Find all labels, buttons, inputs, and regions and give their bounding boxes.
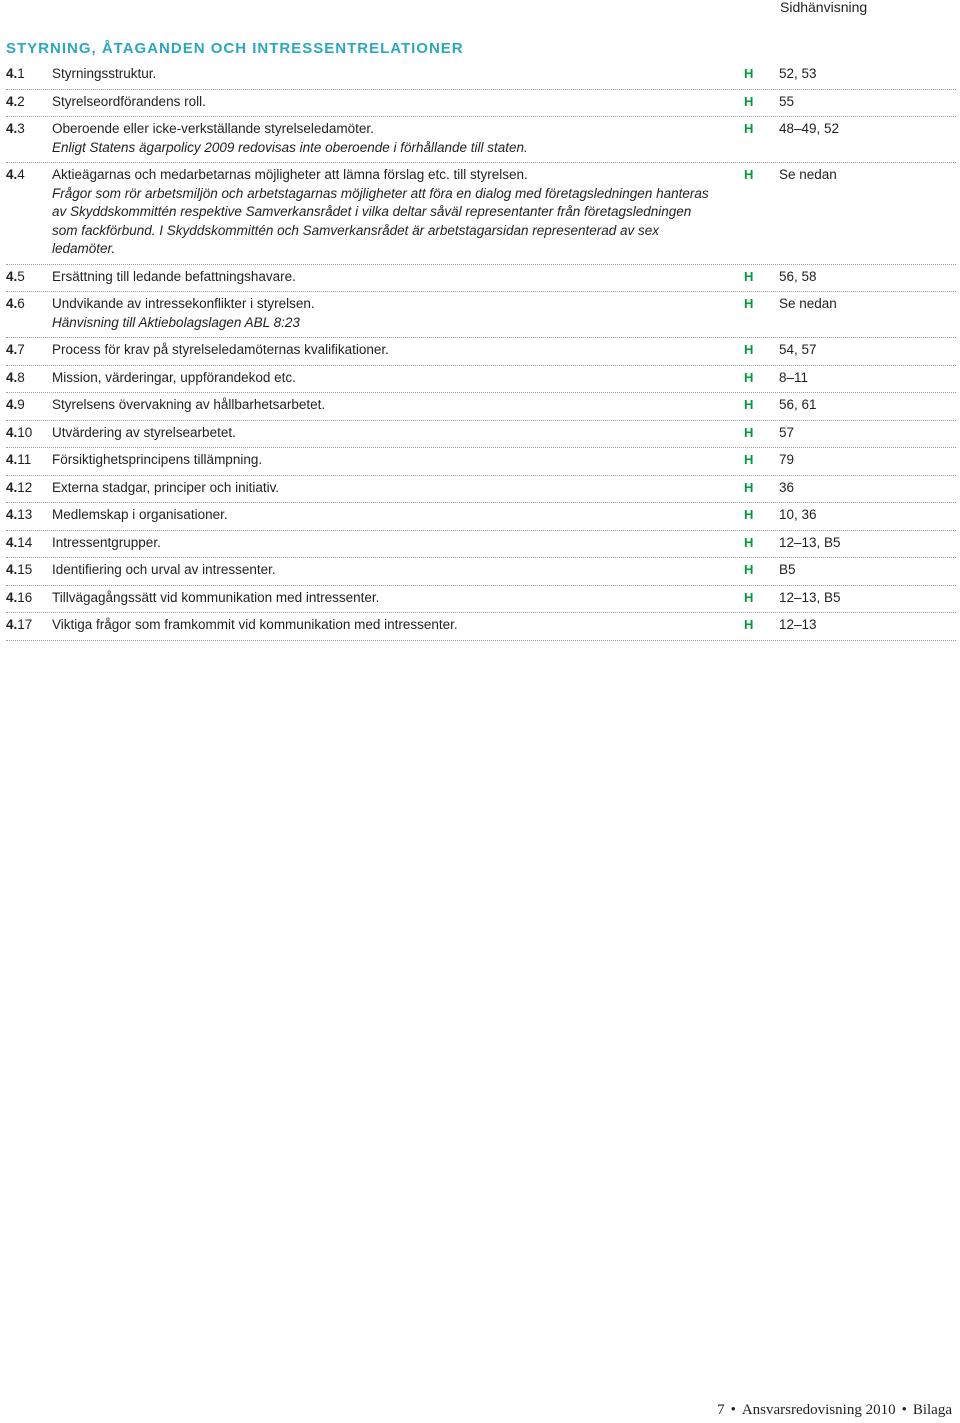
row-text: Externa stadgar, principer och initiativ. xyxy=(52,479,280,495)
row-number-major: 4. xyxy=(6,369,18,385)
reporting-level-mark: H xyxy=(744,167,754,182)
row-number-minor: 1 xyxy=(17,66,25,81)
row-number xyxy=(6,120,25,139)
page-reference: Se nedan xyxy=(779,167,837,182)
row-text: Styrelseordförandens roll. xyxy=(52,93,206,109)
row-number xyxy=(6,451,31,470)
page-reference: 48–49, 52 xyxy=(779,121,840,136)
row-number-major: 4. xyxy=(6,617,18,632)
bullet-separator: • xyxy=(901,1402,907,1418)
row-text: Utvärdering av styrelsearbetet. xyxy=(52,424,236,440)
row-text: Viktiga frågor som framkommit vid kommunikation med intressenter. xyxy=(52,617,458,632)
row-text: Undvikande av intressekonflikter i styrelsen. xyxy=(52,296,315,311)
row-number xyxy=(6,479,32,498)
row-number xyxy=(6,65,25,84)
row-number-major: 4. xyxy=(6,479,18,495)
row-number-major: 4. xyxy=(6,452,18,467)
row-number xyxy=(6,396,25,415)
row-description xyxy=(52,616,712,635)
row-number-major: 4. xyxy=(6,562,18,577)
page-footer xyxy=(717,1402,952,1419)
table-row xyxy=(6,292,956,338)
row-text: Styrelsens övervakning av hållbarhetsarbetet. xyxy=(52,397,326,412)
row-description xyxy=(52,93,712,112)
row-number-minor: 9 xyxy=(17,397,25,412)
reporting-level-mark: H xyxy=(744,93,754,109)
row-text: Styrningsstruktur. xyxy=(52,66,157,81)
row-text: Intressentgrupper. xyxy=(52,534,161,550)
page-reference: 79 xyxy=(779,452,795,467)
reporting-level-mark: H xyxy=(744,296,754,311)
page-reference: B5 xyxy=(779,562,796,577)
page-reference: 54, 57 xyxy=(779,342,817,357)
table-row xyxy=(6,366,956,394)
row-note: Hänvisning till Aktiebolagslagen ABL 8:23 xyxy=(52,314,300,330)
row-number-major: 4. xyxy=(6,424,18,440)
row-number xyxy=(6,93,25,112)
row-number-major: 4. xyxy=(6,397,18,412)
row-description xyxy=(52,341,712,360)
row-text: Process för krav på styrelseledamöternas kvalifikationer. xyxy=(52,342,389,357)
appendix-label: Bilaga xyxy=(912,1402,952,1418)
reporting-level-mark: H xyxy=(744,507,754,522)
reporting-level-mark: H xyxy=(744,369,754,385)
row-description xyxy=(52,506,712,525)
page-reference: 8–11 xyxy=(779,369,809,385)
table-row xyxy=(6,421,956,449)
row-text: Ersättning till ledande befattningshavare. xyxy=(52,268,296,284)
table-row xyxy=(6,613,956,641)
row-description xyxy=(52,120,712,157)
row-number-minor: 2 xyxy=(17,93,25,109)
row-text: Identifiering och urval av intressenter. xyxy=(52,562,276,577)
row-description xyxy=(52,424,712,443)
row-number-major: 4. xyxy=(6,507,18,522)
table-row xyxy=(6,265,956,293)
row-number-major: 4. xyxy=(6,93,18,109)
row-number xyxy=(6,589,32,608)
row-number-major: 4. xyxy=(6,342,18,357)
row-description xyxy=(52,369,712,388)
row-number-major: 4. xyxy=(6,589,18,605)
row-description xyxy=(52,589,712,608)
row-text: Tillvägagångssätt vid kommunikation med intressenter. xyxy=(52,589,380,605)
reporting-level-mark: H xyxy=(744,589,754,605)
reporting-level-mark: H xyxy=(744,397,754,412)
table-row xyxy=(6,448,956,476)
page-reference: 10, 36 xyxy=(779,507,817,522)
reporting-level-mark: H xyxy=(744,534,754,550)
reporting-level-mark: H xyxy=(744,479,754,495)
row-description xyxy=(52,65,712,84)
row-number xyxy=(6,295,25,314)
page-reference: 52, 53 xyxy=(779,66,817,81)
row-description xyxy=(52,268,712,287)
section-title: STYRNING, ÅTAGANDEN OCH INTRESSENTRELATIONER xyxy=(6,40,464,57)
row-number-minor: 4 xyxy=(17,167,25,182)
reporting-level-mark: H xyxy=(744,66,754,81)
row-number xyxy=(6,369,25,388)
reporting-level-mark: H xyxy=(744,562,754,577)
row-description xyxy=(52,396,712,415)
reporting-level-mark: H xyxy=(744,121,754,136)
page-reference: 12–13 xyxy=(779,617,817,632)
row-description xyxy=(52,479,712,498)
row-number-major: 4. xyxy=(6,121,18,136)
row-number-minor: 17 xyxy=(17,617,33,632)
table-row xyxy=(6,393,956,421)
row-text: Aktieägarnas och medarbetarnas möjligheter att lämna förslag etc. till styrelsen. xyxy=(52,167,528,182)
page-reference: 12–13, B5 xyxy=(779,589,841,605)
row-number-minor: 14 xyxy=(17,534,33,550)
table-row xyxy=(6,90,956,118)
table-row xyxy=(6,117,956,163)
table-row xyxy=(6,163,956,265)
row-text: Mission, värderingar, uppförandekod etc. xyxy=(52,369,296,385)
page-reference: 56, 61 xyxy=(779,397,817,412)
gri-table xyxy=(6,62,956,641)
reporting-level-mark: H xyxy=(744,268,754,284)
row-number-minor: 10 xyxy=(17,424,33,440)
page-reference: 57 xyxy=(779,424,795,440)
page-reference: 56, 58 xyxy=(779,268,817,284)
row-number-major: 4. xyxy=(6,268,18,284)
page-number: 7 xyxy=(717,1402,725,1418)
row-number xyxy=(6,506,32,525)
table-row xyxy=(6,586,956,614)
row-number-minor: 8 xyxy=(17,369,25,385)
row-number-major: 4. xyxy=(6,66,18,81)
column-header-page-reference: Sidhänvisning xyxy=(780,0,868,15)
reporting-level-mark: H xyxy=(744,424,754,440)
row-number-minor: 11 xyxy=(17,452,32,467)
page-reference: 36 xyxy=(779,479,795,495)
row-number-major: 4. xyxy=(6,534,18,550)
page-reference: 12–13, B5 xyxy=(779,534,841,550)
reporting-level-mark: H xyxy=(744,452,754,467)
row-number-major: 4. xyxy=(6,296,18,311)
row-text: Oberoende eller icke-verkställande styrelseledamöter. xyxy=(52,121,374,136)
table-row xyxy=(6,558,956,586)
row-number-minor: 12 xyxy=(17,479,33,495)
row-number xyxy=(6,424,32,443)
row-number-minor: 16 xyxy=(17,589,33,605)
row-number xyxy=(6,341,25,360)
row-description xyxy=(52,451,712,470)
row-number xyxy=(6,166,25,185)
bullet-separator: • xyxy=(730,1402,736,1418)
row-number-minor: 5 xyxy=(17,268,25,284)
table-row xyxy=(6,476,956,504)
report-title: Ansvarsredovisning 2010 xyxy=(741,1402,896,1418)
row-number xyxy=(6,616,32,635)
table-row xyxy=(6,503,956,531)
row-number-major: 4. xyxy=(6,167,18,182)
row-description xyxy=(52,534,712,553)
reporting-level-mark: H xyxy=(744,342,754,357)
row-note: Frågor som rör arbetsmiljön och arbetstagarnas möjligheter att föra en dialog med företagsledningen hanteras av Skyddskommittén respektive Samverkansrådet i vilka deltar såväl representanter från företagsledningen som fackförbund. I Skyddskommittén och Samverkansrådet är arbetstagarsidan representerad av sex ledamöter. xyxy=(52,185,709,256)
row-text: Medlemskap i organisationer. xyxy=(52,507,228,522)
row-description xyxy=(52,295,712,332)
page-reference: 55 xyxy=(779,93,795,109)
row-number-minor: 13 xyxy=(17,507,33,522)
row-number-minor: 6 xyxy=(17,296,25,311)
row-description xyxy=(52,561,712,580)
row-number xyxy=(6,534,32,553)
row-number-minor: 7 xyxy=(17,342,25,357)
reporting-level-mark: H xyxy=(744,617,754,632)
page-reference: Se nedan xyxy=(779,296,837,311)
row-note: Enligt Statens ägarpolicy 2009 redovisas inte oberoende i förhållande till staten. xyxy=(52,139,528,155)
row-number xyxy=(6,268,25,287)
row-description xyxy=(52,166,712,259)
table-row xyxy=(6,531,956,559)
table-row xyxy=(6,338,956,366)
row-text: Försiktighetsprincipens tillämpning. xyxy=(52,452,263,467)
row-number xyxy=(6,561,32,580)
table-row xyxy=(6,62,956,90)
row-number-minor: 15 xyxy=(17,562,33,577)
row-number-minor: 3 xyxy=(17,121,25,136)
